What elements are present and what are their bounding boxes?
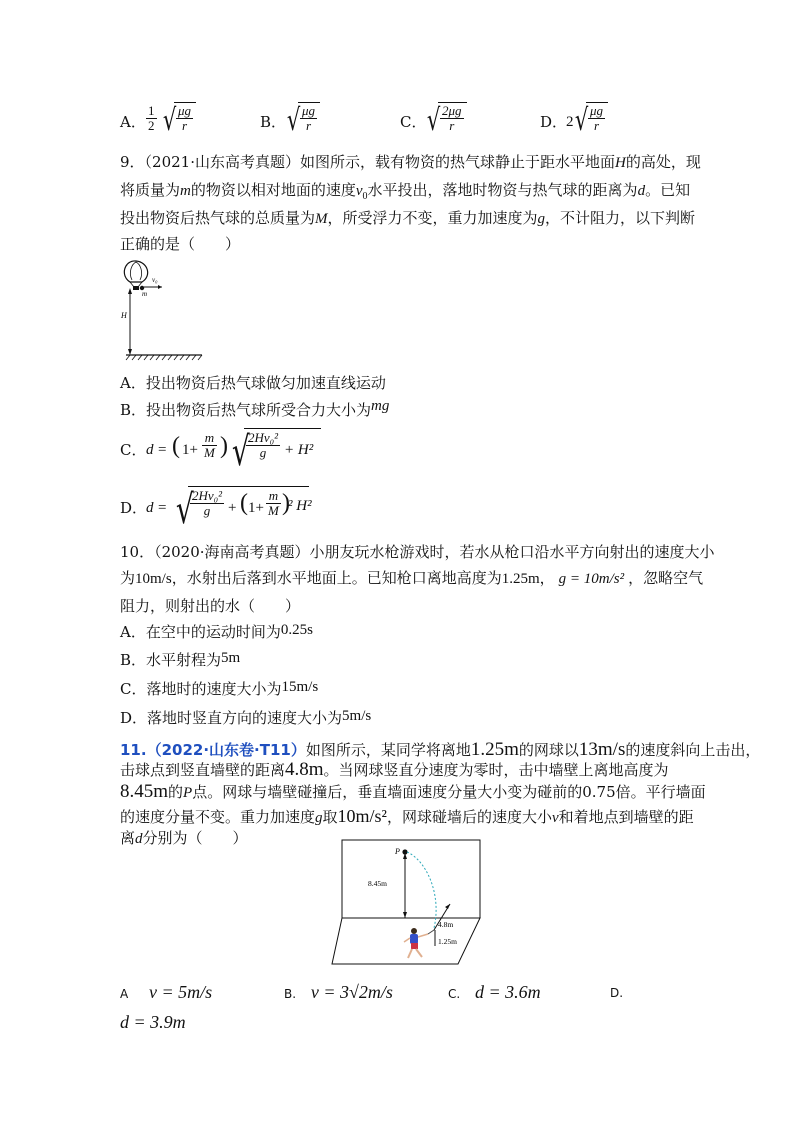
q9-stem-line-1: 9．（2021·山东高考真题）如图所示，载有物资的热气球静止于距水平地面H的高处，现 (120, 153, 701, 171)
q11-option-b: B. v = 3√2m/s (284, 982, 393, 1002)
q11-wall-figure (330, 838, 490, 968)
q11-stem-line-4: 的速度分量不变。重力加速度g取10m/s²，网球碰墙后的速度大小v和着地点到墙壁的距 (120, 806, 694, 826)
q10-option-c: C．落地时的速度大小为15m/s (120, 679, 319, 698)
radical-icon: √ (574, 103, 589, 138)
q9-c-mass-ratio: $\frac{m}{M}$ (204, 430, 215, 460)
paren-right-icon: ) (282, 490, 290, 516)
q11-stem-line-5: 离d分别为（ ） (120, 829, 248, 847)
q11-stem-line-2: 击球点到竖直墙壁的距离4.8m。当网球竖直分速度为零时，击中墙壁上离地高度为 (120, 759, 669, 780)
q10-option-a: A．在空中的运动时间为0.25s (120, 622, 313, 641)
radical-icon: √ (286, 103, 301, 138)
q9-d-radicand: $\frac{\text{2Hv₀²}}{g}$ + ( 1+ $\frac{m}{M}$ ) ² H² (188, 486, 309, 528)
q9-option-b: B．投出物资后热气球所受合力大小为mg (120, 398, 390, 419)
q11-source-tag: 11.（2022·山东卷·T11） (120, 741, 306, 759)
q9-option-a: A．投出物资后热气球做匀加速直线运动 (120, 374, 386, 392)
balloon-icon (124, 261, 147, 290)
q8-option-c-label: C． (400, 113, 427, 131)
q8-option-a-label: A． (120, 113, 146, 131)
fig-h1-label: 1.25m (438, 937, 457, 946)
fig-h2-label: 8.45m (368, 879, 387, 888)
q11-option-d-label: D. (610, 986, 624, 1000)
radical-icon: √ (162, 103, 177, 138)
q8-option-d-radicand: $\frac{\mu g}{r}$ (586, 102, 608, 133)
q9-var-H: H (615, 155, 626, 171)
q10-option-d: D．落地时竖直方向的速度大小为5m/s (120, 708, 372, 727)
q8-option-d-label: D． (540, 113, 568, 131)
q9-balloon-figure (118, 256, 208, 364)
q10-stem-line-3: 阻力，则射出的水（ ） (120, 597, 301, 615)
q10-stem-line-1: 10．（2020·海南高考真题）小朋友玩水枪游戏时，若水从枪口沿水平方向射出的速度大小 (120, 543, 715, 561)
q10-stem-line-2: 为10m/s，水射出后落到水平地面上。已知枪口离地高度为1.25m， g = 10m/s² ，忽略空气 (120, 569, 704, 587)
q9-stem-line-4: 正确的是（ ） (120, 235, 241, 253)
q9-c-radicand: $\frac{\text{2Hv₀²}}{g}$ + H² (244, 428, 321, 470)
q9-stem-line-2: 将质量为m的物资以相对地面的速度$v_0$水平投出，落地时物资与热气球的距离为d。已知 (120, 181, 691, 202)
paren-left-icon: ( (172, 433, 180, 459)
paren-right-icon: ) (220, 433, 228, 459)
tennis-player-icon (404, 928, 434, 958)
q8-option-b-label: B． (260, 113, 287, 131)
q11-stem-line-1: 11.（2022·山东卷·T11）如图所示，某同学将离地1.25m的网球以13m/s的速度斜向上击出， (120, 739, 761, 760)
radical-icon: √ (426, 103, 441, 138)
q8-option-a-radicand: $\frac{\mu g}{r}$ (174, 102, 196, 133)
q8-option-d-coef: 2 (566, 114, 574, 130)
q10-option-b: B．水平射程为5m (120, 650, 241, 669)
fig-dist-label: 4.8m (438, 920, 454, 929)
ground-hatch (126, 355, 202, 360)
fig-P-label: P (395, 847, 400, 856)
q11-option-c: C. d = 3.6m (448, 982, 541, 1002)
ball-trajectory (407, 852, 436, 928)
q8-option-a-coef: $\frac{1}{2}$ (148, 103, 155, 133)
radical-icon: √ (231, 429, 250, 475)
paren-left-icon: ( (240, 490, 248, 516)
q11-option-d: d = 3.9m (120, 1012, 186, 1032)
q11-option-a: A v = 5m/s (120, 982, 213, 1002)
radical-icon: √ (175, 487, 194, 533)
fig-H-label: H (121, 311, 127, 320)
q8-option-c-radicand: $\frac{2\mu g}{r}$ (438, 102, 467, 133)
q11-stem-line-3: 8.45m的P点。网球与墙壁碰撞后，垂直墙面速度分量大小变为碰前的0.75倍。平行墙面 (120, 781, 706, 802)
wall-outline (342, 840, 480, 918)
fig-v0-label: v₀ (152, 276, 158, 284)
q8-option-b-radicand: $\frac{\mu g}{r}$ (298, 102, 320, 133)
fig-m-label: m (142, 290, 148, 298)
q9-stem-line-3: 投出物资后热气球的总质量为M，所受浮力不变，重力加速度为g，不计阻力，以下判断 (120, 209, 696, 227)
